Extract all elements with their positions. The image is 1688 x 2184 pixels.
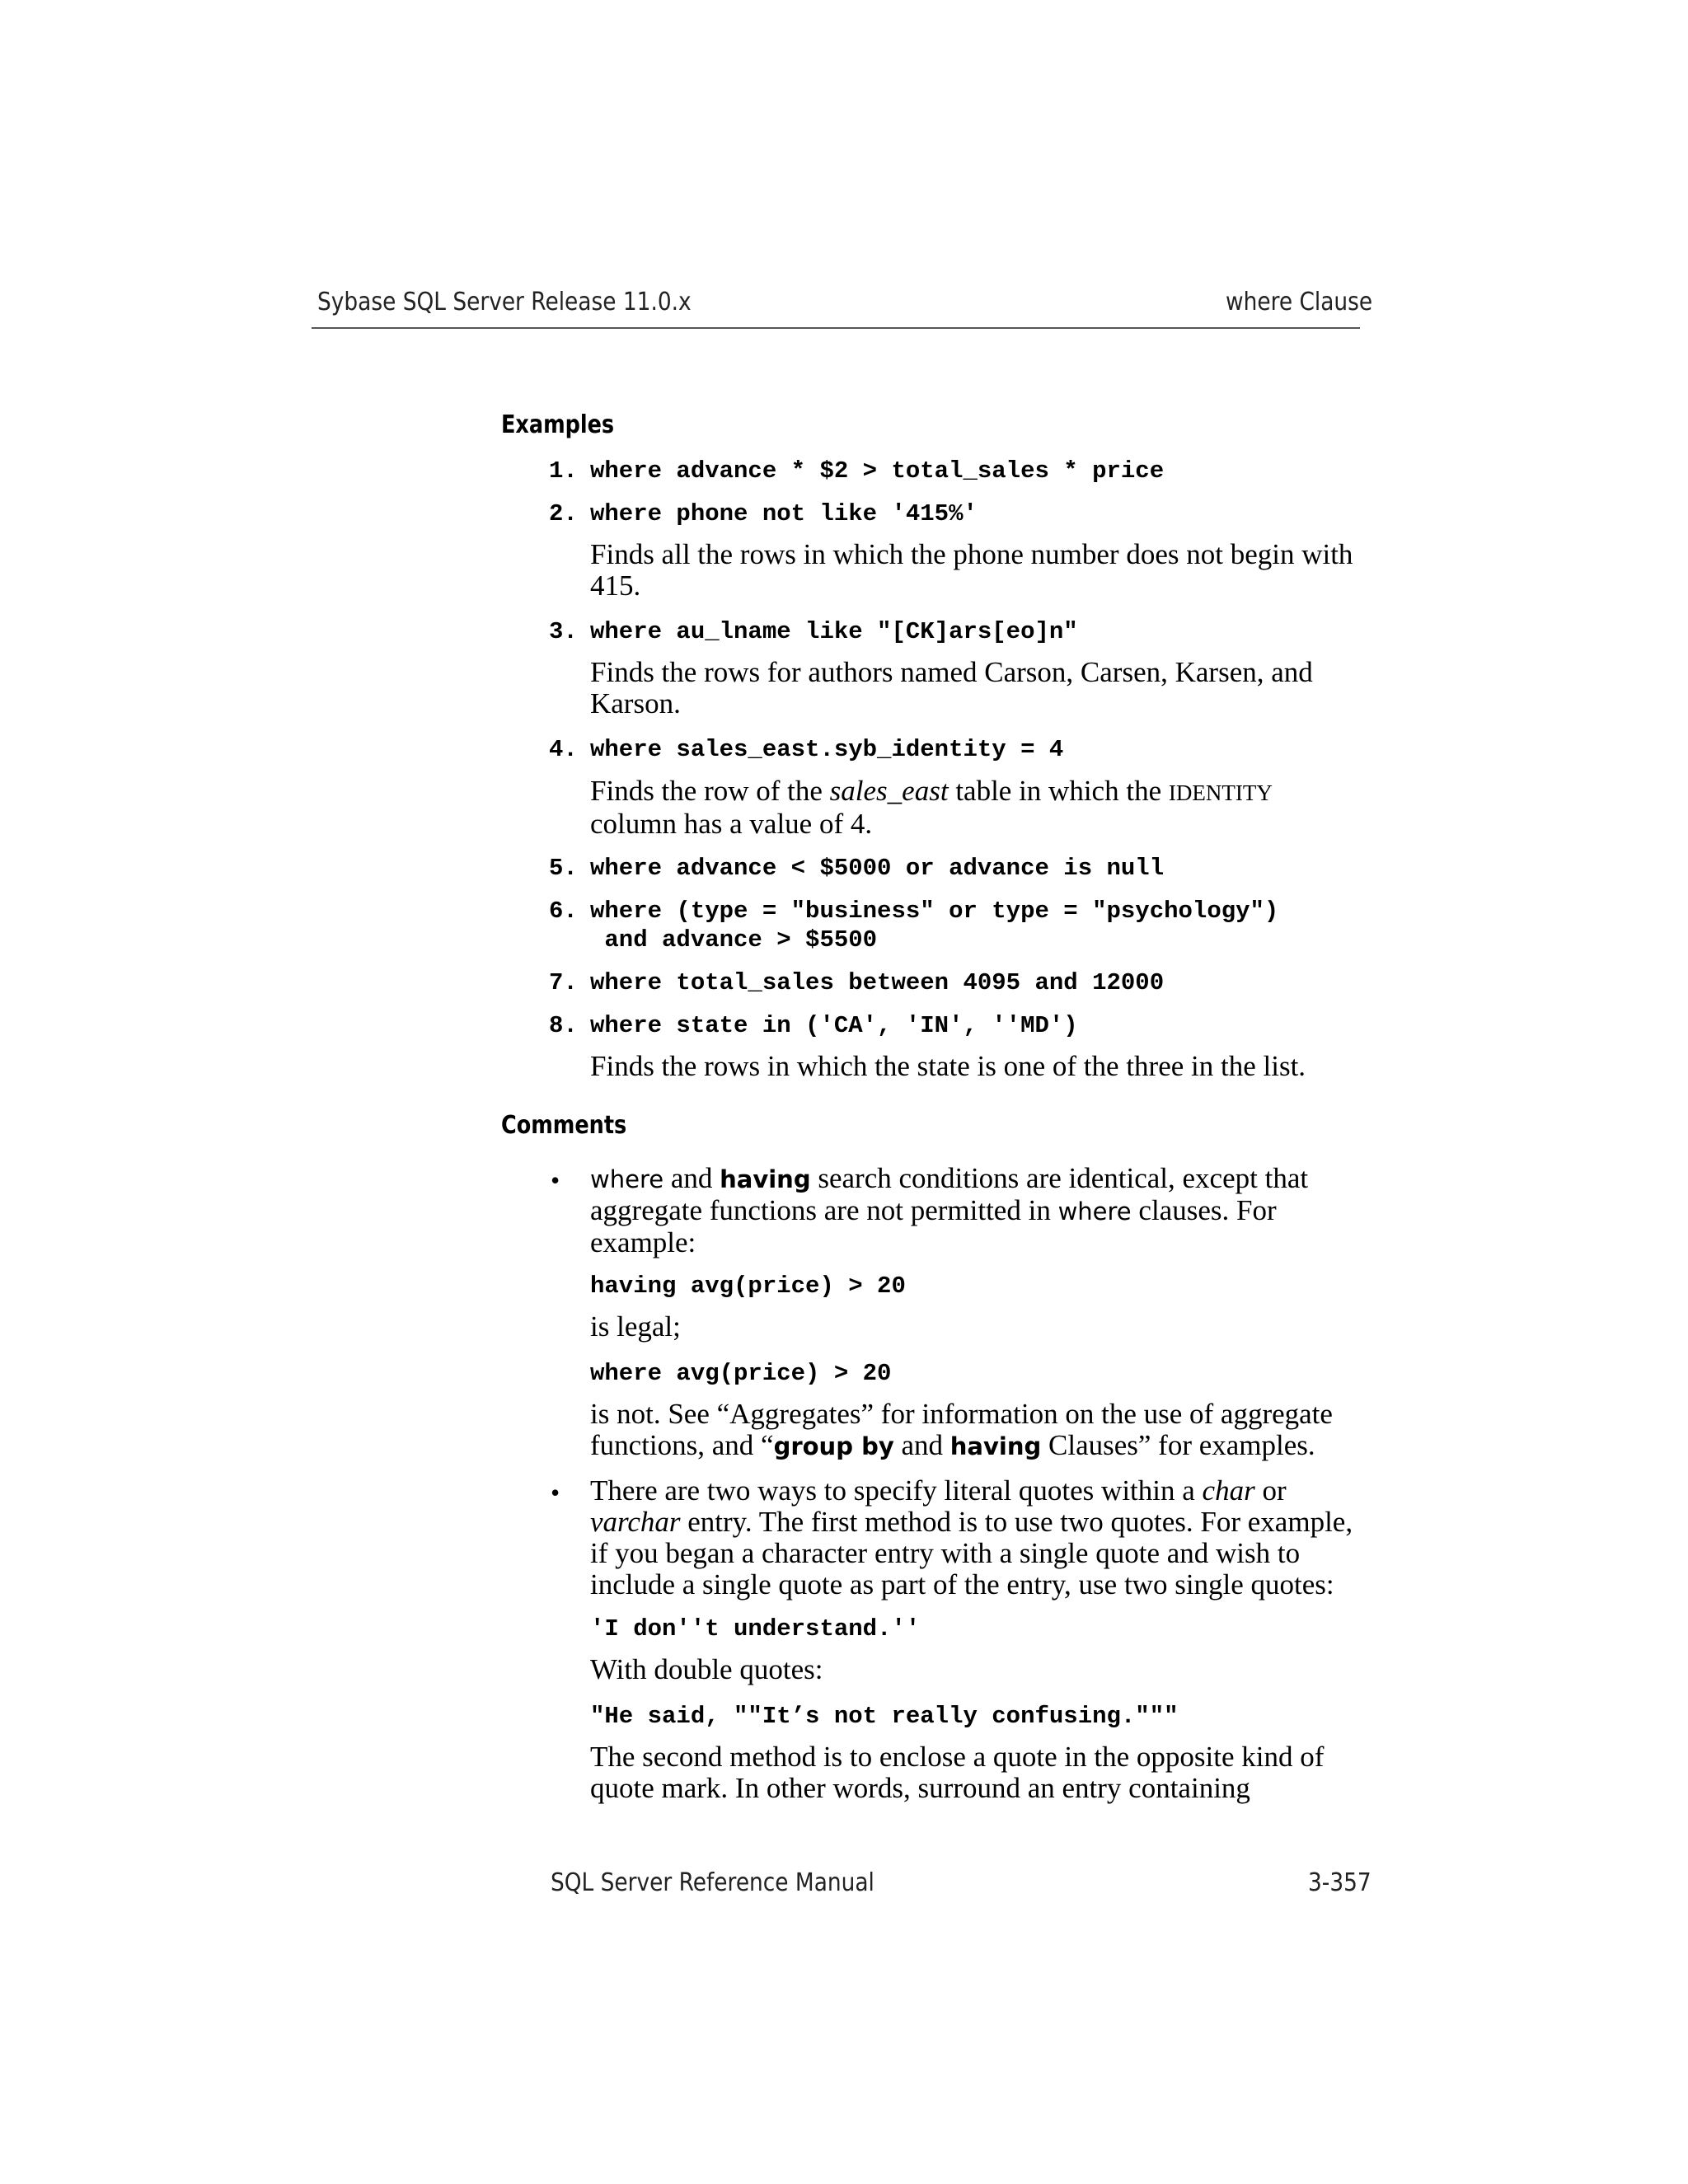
table-name: sales_east	[829, 775, 949, 807]
keyword-where: where	[590, 1165, 664, 1193]
comment-paragraph: where and having search conditions are identical, except that aggregate functions are not permitted in where clauses. For example:	[590, 1162, 1309, 1258]
header-rule	[312, 327, 1360, 329]
example-description: Finds all the rows in which the phone number does not begin with 415.	[590, 538, 1353, 602]
code-example: having avg(price) > 20	[590, 1272, 906, 1300]
examples-heading: Examples	[501, 410, 615, 439]
comment-paragraph: is not. See “Aggregates” for information on the use of aggregate functions, and “group by and having Clauses” for examples.	[590, 1398, 1333, 1461]
example-code-continuation: and advance > $5500	[590, 926, 878, 954]
example-code: where au_lname like "[CK]ars[eo]n"	[590, 618, 1078, 645]
example-code: where phone not like '415%'	[590, 500, 978, 527]
comment-text: With double quotes:	[590, 1653, 823, 1685]
example-code: where state in ('CA', 'IN', ''MD')	[590, 1012, 1078, 1039]
example-code: where advance * $2 > total_sales * price	[590, 457, 1165, 485]
example-number: 7.	[549, 969, 578, 996]
datatype-char: char	[1202, 1474, 1255, 1507]
page-number: 3-357	[1308, 1868, 1372, 1897]
example-description: Finds the rows for authors named Carson, Carsen, Karsen, and Karson.	[590, 656, 1313, 719]
keyword-having: having	[950, 1432, 1042, 1460]
example-description: Finds the rows in which the state is one of the three in the list.	[590, 1050, 1306, 1082]
datatype-varchar: varchar	[590, 1506, 681, 1538]
example-code: where (type = "business" or type = "psychology")	[590, 898, 1279, 925]
example-number: 4.	[549, 736, 578, 763]
example-code: where sales_east.syb_identity = 4	[590, 736, 1064, 763]
identity-term: IDENTITY	[1168, 780, 1273, 805]
example-number: 6.	[549, 898, 578, 925]
example-number: 2.	[549, 500, 578, 527]
code-example: where avg(price) > 20	[590, 1360, 892, 1387]
example-number: 8.	[549, 1012, 578, 1039]
code-example: "He said, ""It’s not really confusing."""	[590, 1703, 1179, 1730]
keyword-where: where	[1057, 1197, 1132, 1226]
footer-title: SQL Server Reference Manual	[551, 1868, 874, 1897]
keyword-having: having	[720, 1165, 811, 1193]
bullet: •	[551, 1165, 560, 1195]
example-number: 1.	[549, 457, 578, 485]
example-description: Finds the row of the sales_east table in which the IDENTITY column has a value of 4.	[590, 775, 1273, 840]
running-header-section: where Clause	[1226, 288, 1373, 316]
bullet: •	[551, 1478, 560, 1507]
running-header-title: Sybase SQL Server Release 11.0.x	[317, 288, 692, 316]
code-example: 'I don''t understand.''	[590, 1615, 921, 1643]
comments-heading: Comments	[501, 1111, 627, 1140]
example-code: where advance < $5000 or advance is null	[590, 855, 1165, 882]
example-number: 5.	[549, 855, 578, 882]
comment-text: is legal;	[590, 1310, 681, 1343]
keyword-group-by: group by	[773, 1432, 894, 1460]
comment-paragraph: There are two ways to specify literal quotes within a char or varchar entry. The first method is to use two quotes. For example, if you began a character entry with a single quote and wish to include a single quote as part of the entry, use two single quotes:	[590, 1474, 1353, 1601]
example-code: where total_sales between 4095 and 12000	[590, 969, 1165, 996]
comment-paragraph: The second method is to enclose a quote in the opposite kind of quote mark. In other words, surround an entry containing	[590, 1741, 1325, 1804]
example-number: 3.	[549, 618, 578, 645]
